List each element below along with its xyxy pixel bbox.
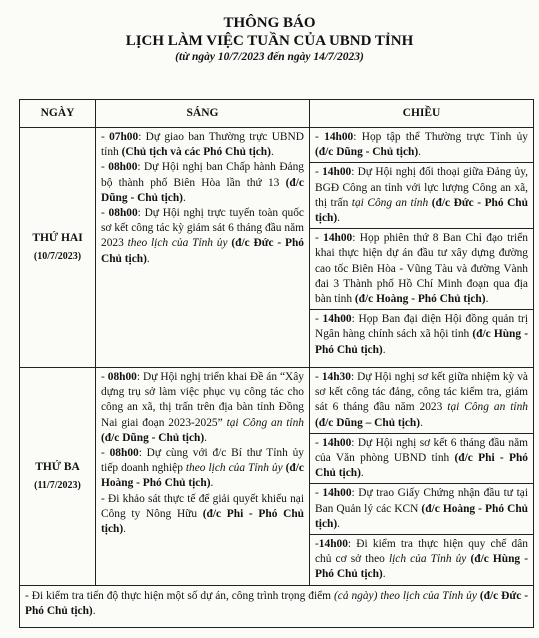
schedule-subtitle: LỊCH LÀM VIỆC TUẦN CỦA UBND TỈNH [125,33,414,49]
item-assignee: (đ/c Hùng - Phó Chủ tịch) [315,553,529,581]
item-text: Đi khảo sát thực tế để giải quyết khiếu nại Công ty Nông Hữu [101,492,304,520]
item-prefix: - [101,207,109,220]
day-name: THỨ HAI [32,231,83,244]
item-prefix: - [315,232,324,245]
item-time: 14h00 [323,232,353,245]
item-time: 08h00 [109,447,139,460]
day-cell [20,368,96,586]
item-location-note: theo lịch của Tỉnh ủy [185,462,283,475]
schedule-item [310,162,533,228]
item-end: . [382,343,386,356]
item-prefix: - [315,166,323,179]
afternoon-cell [310,368,534,586]
item-time: 14h00 [322,436,352,449]
notice-title: THÔNG BÁO [223,15,316,31]
item-text: : Dự Hội nghị đối thoại giữa Đảng ủy, BGĐ Công an tỉnh với lực lượng Công an xã, thị trấn [315,166,528,209]
item-text: : Họp phiên thứ 8 Ban Chỉ đạo triển khai thực hiện dự án đầu tư xây dựng đường cao tốc Biên Hòa - Vũng Tàu và đường Vành đai 3 Thành phố Hồ Chí Minh đoạn qua địa bàn tỉnh [315,232,528,306]
item-text: : Dự Hội nghị sơ kết 6 tháng đầu năm của Văn phòng UBND tỉnh [315,436,528,465]
item-time: 08h00 [108,207,138,220]
item-text: : Họp tập thể Thường trực Tỉnh ủy [353,131,528,143]
schedule-item [310,228,533,309]
schedule-item [101,206,304,267]
item-location-note: tại Công an tỉnh [447,401,528,414]
item-time: 07h00 [109,131,139,143]
note-text: - Đi kiểm tra tiến độ thực hiện một số dự án, công trình trọng điểm [25,589,334,602]
item-assignee: (Chủ tịch và các Phó Chủ tịch) [121,146,271,159]
item-prefix: - [101,492,109,505]
item-prefix: - [315,487,323,500]
item-end: . [337,517,341,530]
item-end: . [210,477,214,490]
item-assignee: (đ/c Dũng - Chủ tịch) [315,146,419,159]
item-prefix: - [101,371,108,383]
item-end: . [146,252,150,265]
item-end: . [204,431,208,444]
table-row-note [20,585,534,627]
column-header-afternoon: CHIỀU [310,100,534,128]
item-end: . [420,416,423,429]
item-location-note: tại Công an tỉnh [226,416,304,429]
item-assignee: (đ/c Phi - Phó Chủ tịch) [315,452,528,480]
item-time: 14h00 [322,313,352,326]
schedule-item [101,446,304,492]
item-text: : Dự trao Giấy Chứng nhận đầu tư tại Ban Quản lý các KCN [315,487,528,515]
column-header-day: NGÀY [20,100,96,128]
item-time: 08h00 [108,161,138,174]
schedule-item [101,130,304,160]
item-time: 14h30 [321,371,351,383]
item-time: 08h00 [107,371,137,383]
item-prefix: - [315,313,323,326]
day-date: (11/7/2023) [34,479,81,491]
day-name: THỨ BA [35,460,80,473]
item-end: . [485,293,489,306]
schedule-item [310,534,533,585]
schedule-table [19,99,534,628]
item-assignee: (đ/c Đức - Phó Chủ tịch) [315,196,528,225]
item-text: : Đi kiểm tra thực hiện quy chế dân chủ cơ sở theo [315,538,528,566]
item-prefix: - [315,131,325,143]
afternoon-cell [310,128,534,368]
item-text: : Dự Hội nghị sơ kết giữa nhiệm kỳ và sơ kết công tác đảng, công tác kiểm tra, giám sát 6 tháng đầu năm 2023 [315,371,528,414]
item-prefix: - [315,538,319,551]
schedule-item [310,368,533,433]
item-location-note: theo lịch của Tỉnh ủy [127,237,228,250]
item-text: : Họp Ban đại diện Hội đồng quản trị Ngân hàng chính sách xã hội tỉnh [315,313,528,341]
item-assignee: (đ/c Dũng – Chủ tịch) [315,416,421,429]
item-end: . [123,523,127,536]
item-assignee: (đ/c Hoàng - Phó Chủ tịch) [315,502,528,530]
table-row-tuesday [20,368,534,586]
schedule-item [310,128,533,162]
item-end: . [337,212,341,225]
item-assignee: (đ/c Hùng - Phó Chủ tịch) [315,328,529,356]
item-location-note: tại Công an tỉnh [351,196,429,209]
item-prefix: - [101,161,109,174]
footer-note [20,585,534,627]
item-assignee: (đ/c Hoàng - Phó Chủ tịch) [101,462,304,490]
item-text: : Dự Hội nghị ban Chấp hành Đảng bộ thành phố Biên Hòa lần thứ 13 [101,161,304,189]
item-assignee: (đ/c Đức - Phó Chủ tịch) [101,237,304,265]
item-assignee: (đ/c Dũng - Chủ tịch) [101,176,304,204]
note-end: . [92,604,96,617]
item-end: . [382,568,386,581]
schedule-item [101,160,304,206]
item-end: . [182,191,186,204]
item-text: : Dự Hội nghị triển khai Đề án “Xây dựng trụ sở làm việc phục vụ công tác cho công an xã, thị trấn trên địa bàn tỉnh Đồng Nai giai đoạn 2023-2025” [101,371,304,429]
item-text: : Dự Hội nghị trực tuyến toàn quốc sơ kết công tác kỳ giám sát 6 tháng đầu năm 2023 [101,207,304,250]
item-end: . [270,146,274,159]
item-end: . [418,146,422,159]
table-header-row [20,100,534,128]
item-prefix: - [101,131,110,143]
day-date: (10/7/2023) [33,251,82,262]
item-assignee: (đ/c Hoàng - Phó Chủ tịch) [354,293,486,306]
item-prefix: - [315,436,323,449]
morning-cell [96,368,310,586]
item-time: 14h00 [322,487,352,500]
schedule-item [101,492,304,538]
schedule-period: (từ ngày 10/7/2023 đến ngày 14/7/2023) [175,51,364,63]
column-header-morning: SÁNG [96,100,310,128]
schedule-item [310,483,533,534]
item-time: 14h00 [318,538,348,551]
item-location-note: lịch của Tỉnh ủy [388,553,467,566]
item-time: 14h00 [322,166,352,179]
item-text: : Dự giao ban Thường trực UBND tỉnh [101,131,304,159]
note-italic: (cả ngày) theo lịch của Tỉnh ủy [333,589,477,602]
day-cell [20,128,96,368]
schedule-item [310,433,533,484]
morning-cell [96,128,310,368]
note-assignee: (đ/c Đức - Phó Chủ tịch) [25,589,528,617]
item-text: : Dự cùng với đ/c Bí thư Tỉnh ủy tiếp doanh nghiệp [101,447,304,475]
schedule-item [101,370,304,446]
document-header [0,14,539,65]
item-assignee: (đ/c Phi - Phó Chủ tịch) [101,507,304,536]
table-row-monday [20,128,534,368]
item-prefix: - [315,371,322,383]
item-end: . [360,467,364,480]
item-assignee: (đ/c Dũng - Chủ tịch) [101,431,205,444]
item-time: 14h00 [324,131,354,143]
schedule-item [310,309,533,360]
item-prefix: - [101,447,110,460]
